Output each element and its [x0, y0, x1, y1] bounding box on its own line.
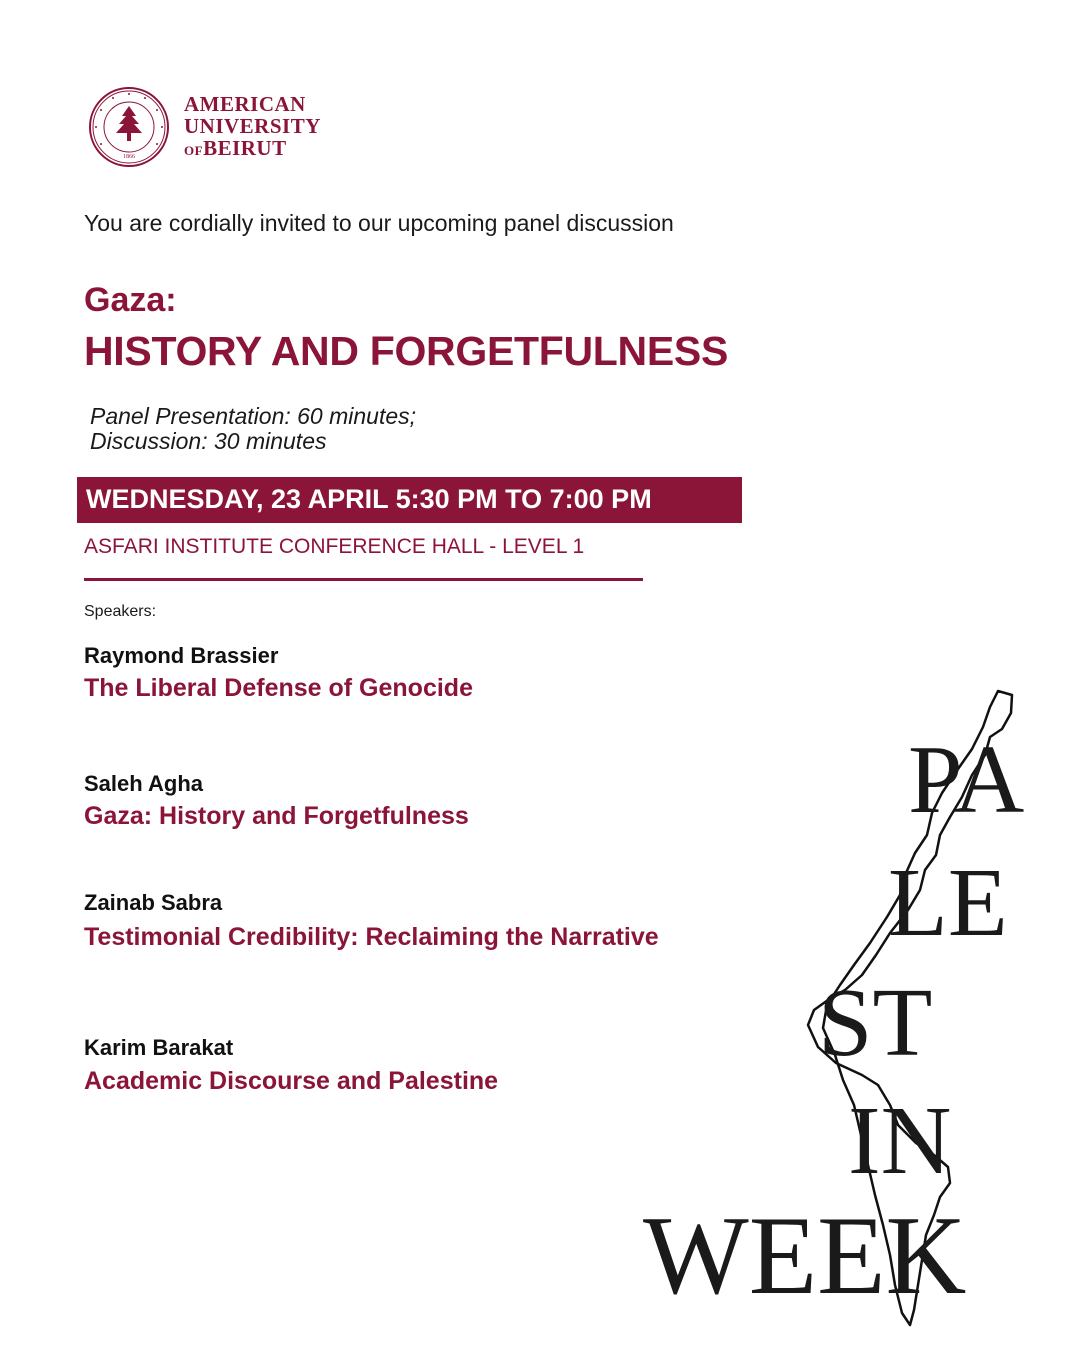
map-letters-pa: PA: [908, 726, 1025, 834]
speakers-label: Speakers:: [84, 603, 157, 620]
divider: [84, 578, 643, 581]
speaker-name: Karim Barakat: [84, 1035, 234, 1060]
speaker-name: Raymond Brassier: [84, 643, 279, 668]
university-seal-icon: [88, 86, 170, 168]
palestine-week-map-graphic: [640, 685, 1050, 1335]
speaker-talk-title: Gaza: History and Forgetfulness: [84, 802, 469, 830]
speaker-name: Saleh Agha: [84, 771, 203, 796]
map-letters-in: IN: [848, 1087, 952, 1195]
event-date-time: WEDNESDAY, 23 APRIL 5:30 PM TO 7:00 PM: [86, 484, 652, 514]
map-letters-st: ST: [818, 969, 933, 1077]
speaker-name: Zainab Sabra: [84, 890, 223, 915]
logo-beirut: BEIRUT: [203, 136, 287, 160]
aub-logo: [88, 88, 358, 168]
logo-line-american: AMERICAN: [184, 92, 306, 116]
duration-discussion: Discussion: 30 minutes: [90, 428, 327, 454]
map-letters-week: WEEK: [643, 1194, 967, 1318]
logo-of: OF: [184, 143, 204, 158]
speaker-talk-title: Testimonial Credibility: Reclaiming the Narrative: [84, 923, 659, 951]
event-title-line2: HISTORY AND FORGETFULNESS: [84, 328, 728, 374]
invitation-text: You are cordially invited to our upcoming panel discussion: [84, 210, 674, 236]
logo-line-beirut: [184, 138, 287, 159]
event-venue: ASFARI INSTITUTE CONFERENCE HALL - LEVEL 1: [84, 535, 585, 558]
speaker-talk-title: Academic Discourse and Palestine: [84, 1067, 499, 1095]
map-letters-le: LE: [888, 849, 1008, 957]
logo-line-university: UNIVERSITY: [184, 114, 321, 138]
event-title-line1: Gaza:: [84, 281, 177, 319]
svg-text:1866: 1866: [123, 154, 135, 160]
speaker-talk-title: The Liberal Defense of Genocide: [84, 674, 473, 702]
duration-presentation: Panel Presentation: 60 minutes;: [90, 403, 417, 429]
